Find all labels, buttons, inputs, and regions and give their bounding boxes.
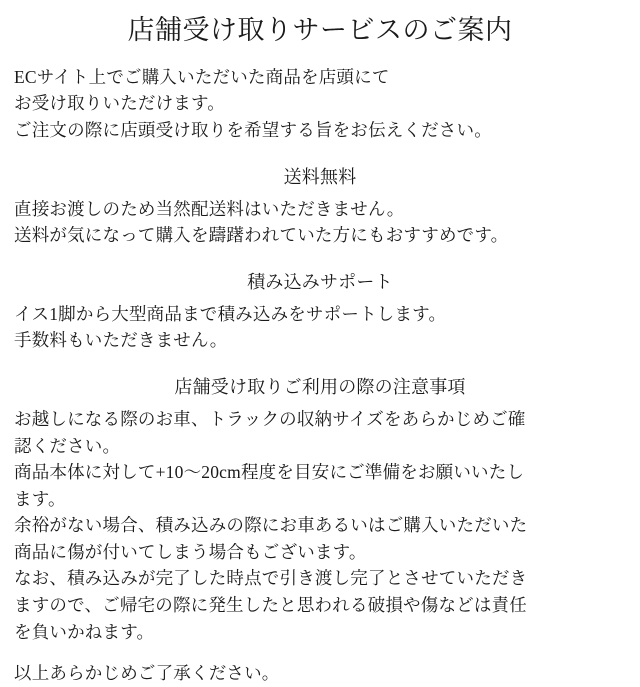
section-line: 商品に傷が付いてしまう場合もございます。 [14, 541, 367, 562]
intro-line: お受け取りいただけます。 [14, 93, 225, 114]
spacer [14, 358, 626, 374]
section-line: 認ください。 [14, 435, 121, 456]
section-line: を負いかねます。 [14, 621, 155, 642]
spacer [14, 148, 626, 164]
section-line: 送料が気になって購入を躊躇われていた方にもおすすめです。 [14, 225, 509, 246]
section-line: なお、積み込みが完了した時点で引き渡し完了とさせていただき [14, 568, 528, 589]
page-title: 店舗受け取りサービスのご案内 [127, 15, 513, 45]
section-loading-support [14, 269, 626, 354]
intro-paragraph [14, 64, 626, 144]
section-notes [14, 374, 626, 645]
section-heading: 送料無料 [283, 166, 357, 187]
section-line: 直接お渡しのため当然配送料はいただきません。 [14, 198, 405, 219]
section-heading: 積み込みサポート [247, 271, 393, 292]
closing-line: 以上あらかじめご了承ください。 [14, 663, 280, 684]
section-line: 手数料もいただきません。 [14, 330, 228, 351]
section-line: イス1脚から大型商品まで積み込みをサポートします。 [14, 303, 447, 324]
section-shipping-free [14, 164, 626, 249]
section-line: ます。 [14, 488, 66, 509]
section-line: お越しになる際のお車、トラックの収納サイズをあらかじめご確 [14, 408, 526, 429]
section-line: 商品本体に対して+10〜20cm程度を目安にご準備をお願いいたし [14, 462, 525, 483]
section-line: ますので、ご帰宅の際に発生したと思われる破損や傷などは責任 [14, 595, 527, 616]
section-line: 余裕がない場合、積み込みの際にお車あるいはご購入いただいた [14, 515, 528, 536]
intro-line: ご注文の際に店頭受け取りを希望する旨をお伝えください。 [14, 119, 492, 140]
spacer [14, 253, 626, 269]
spacer [14, 649, 626, 660]
intro-line: ECサイト上でご購入いただいた商品を店頭にて [14, 66, 390, 87]
section-heading: 店舗受け取りご利用の際の注意事項 [174, 376, 466, 397]
